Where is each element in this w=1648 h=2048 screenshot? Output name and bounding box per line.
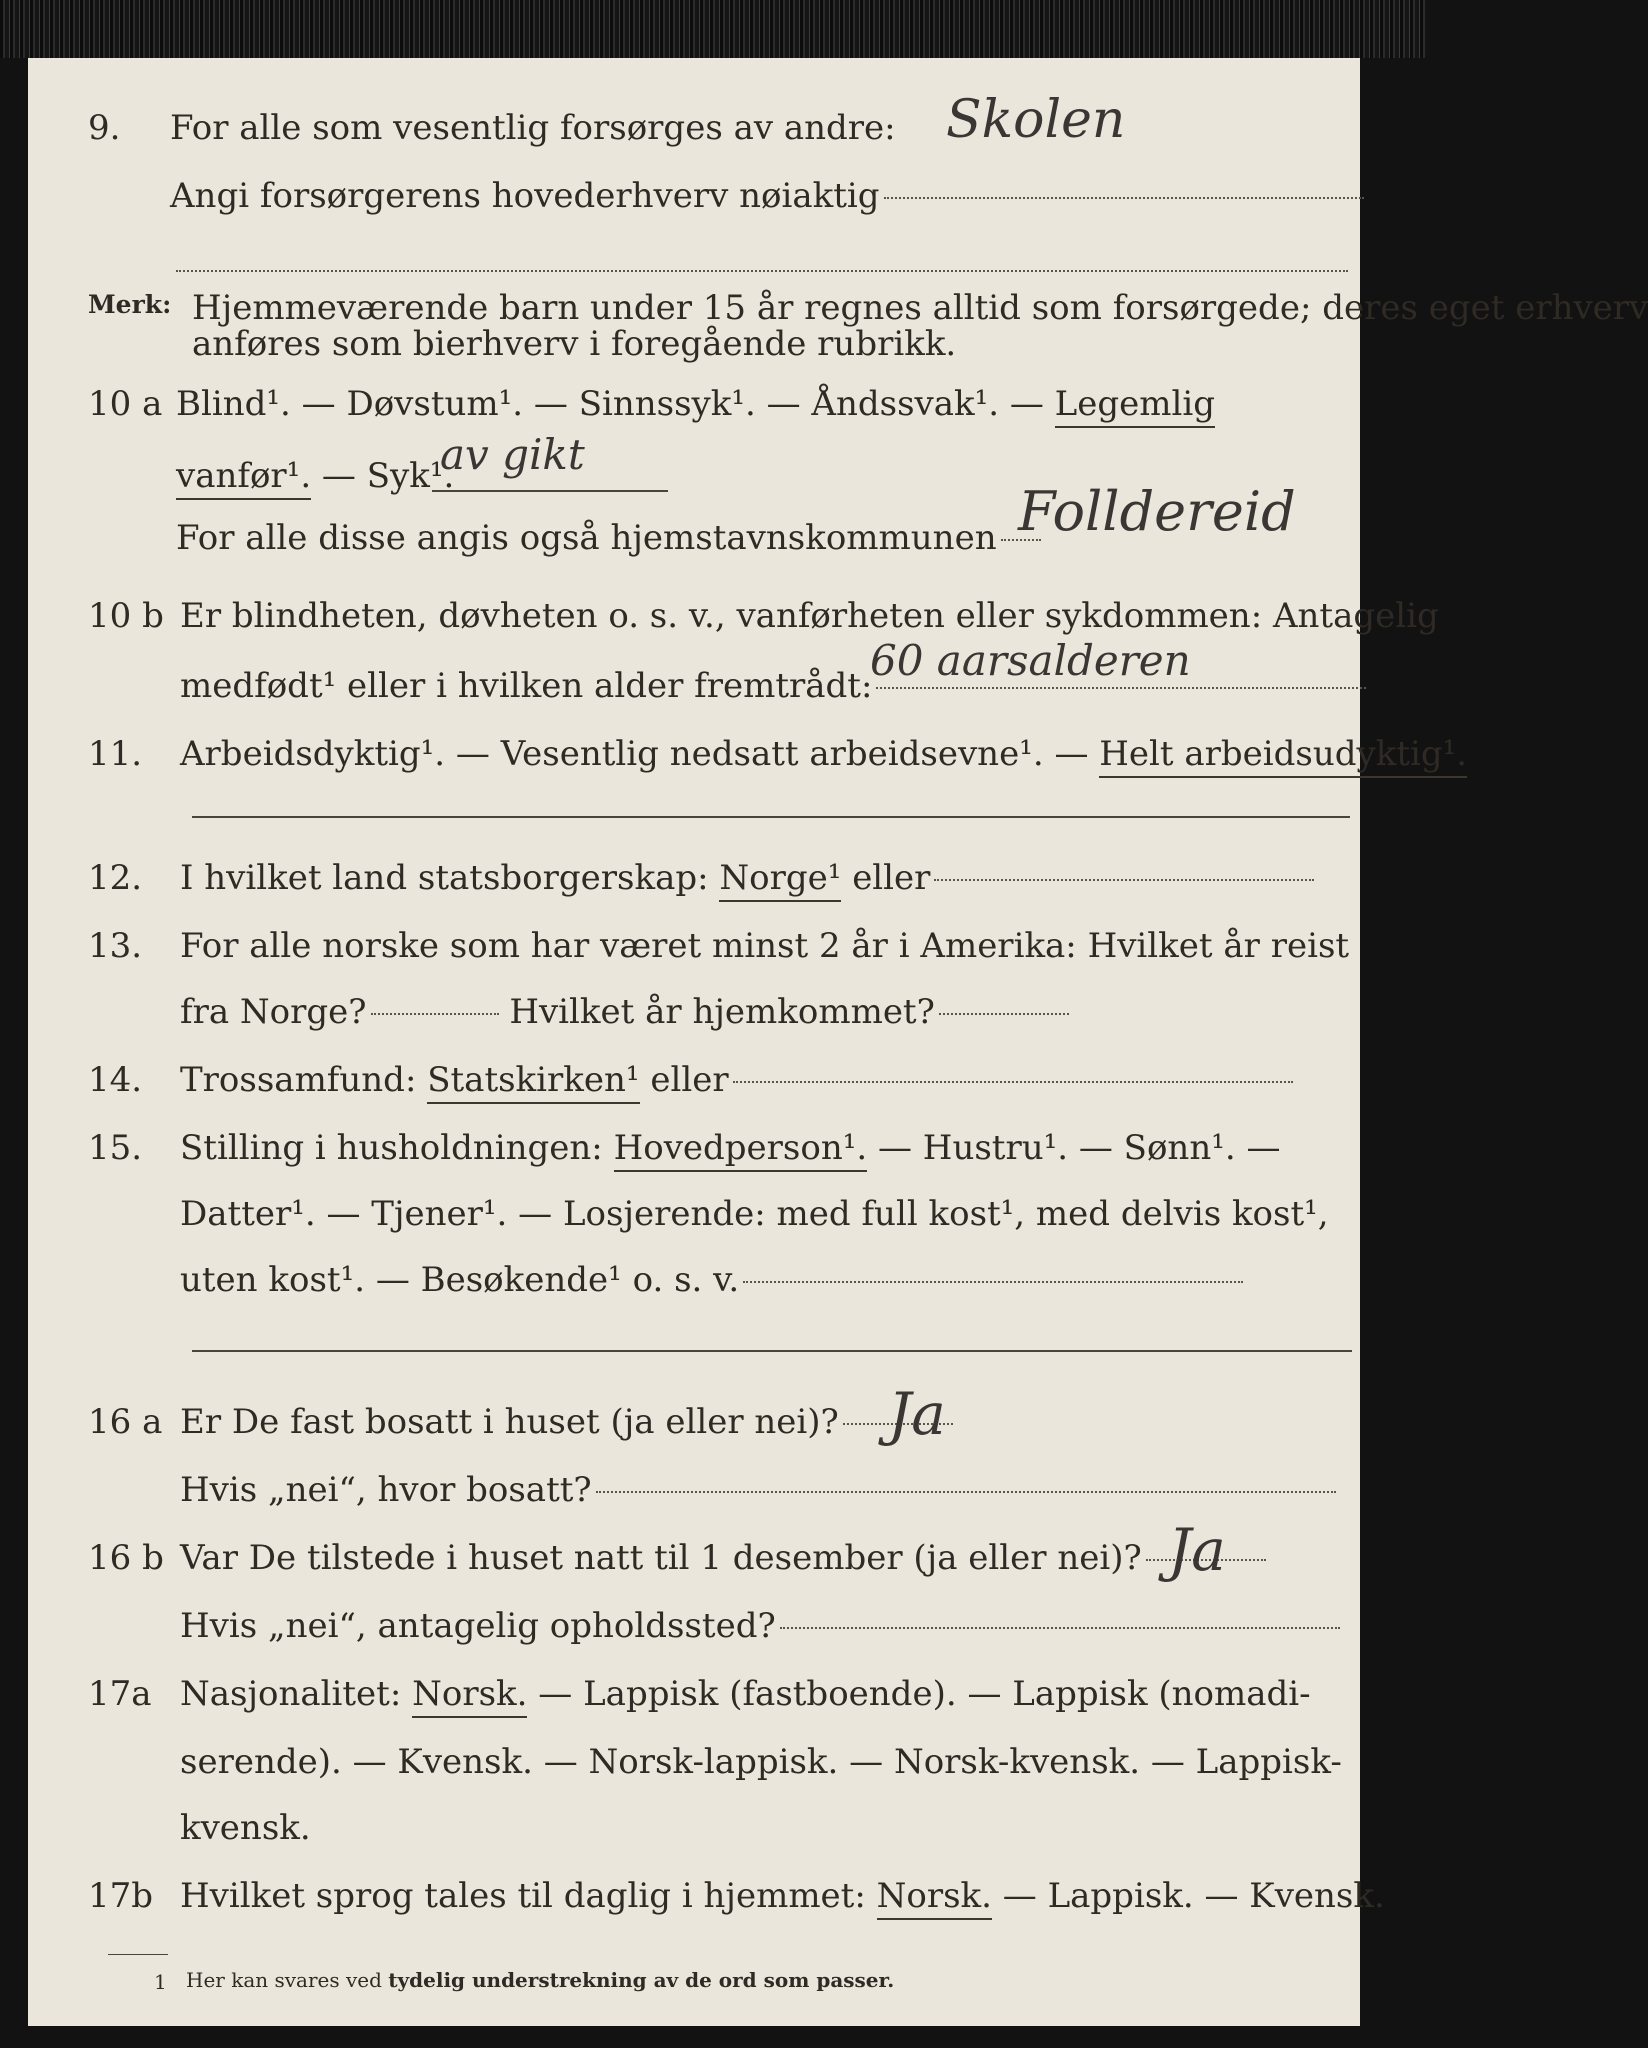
q10a-line1 <box>176 384 1215 424</box>
q16a-bosatt-field[interactable] <box>596 1491 1336 1493</box>
q16b-answer-handwritten: Ja <box>1168 1516 1226 1584</box>
q13-reist-field[interactable] <box>371 1013 499 1015</box>
q17b-text-c: — Lappisk. — Kvensk. <box>1002 1876 1385 1916</box>
q12-number: 12. <box>88 858 143 898</box>
q10b-answer-field[interactable] <box>876 687 1366 689</box>
q14-text <box>180 1060 1293 1100</box>
q12-norge: Norge¹ <box>719 858 841 902</box>
scan-top-edge <box>0 0 1426 58</box>
q16a-number: 16 a <box>88 1402 163 1442</box>
footnote-text <box>186 1968 894 1992</box>
q16a-line2-text: Hvis „nei“, hvor bosatt? <box>180 1470 592 1510</box>
q17b-text-a: Hvilket sprog tales til daglig i hjemmet: <box>180 1876 866 1916</box>
merk-label: Merk: <box>88 290 172 319</box>
q10a-line3 <box>176 518 1041 558</box>
q17a-line3: kvensk. <box>180 1808 311 1848</box>
q16b-line2-text: Hvis „nei“, antagelig opholdssted? <box>180 1606 776 1646</box>
census-form-page <box>28 58 1648 2026</box>
q11-separator <box>192 816 1350 818</box>
q11-text-a: Arbeidsdyktig¹. — Vesentlig nedsatt arbeidsevne¹. — <box>180 734 1089 774</box>
q10b-line1: Er blindheten, døvheten o. s. v., vanførheten eller sykdommen: Antagelig <box>180 596 1439 636</box>
q15-line1-c: — Hustru¹. — Sønn¹. — <box>878 1128 1281 1168</box>
q12-eller: eller <box>852 858 931 898</box>
q16b-line1-text: Var De tilstede i huset natt til 1 desember (ja eller nei)? <box>180 1538 1142 1578</box>
q15-hovedperson: Hovedperson¹. <box>614 1128 868 1172</box>
q15-line3-text: uten kost¹. — Besøkende¹ o. s. v. <box>180 1260 740 1300</box>
q9-line2-text: Angi forsørgerens hovederhverv nøiaktig <box>170 176 880 216</box>
q10a-number: 10 a <box>88 384 163 424</box>
q10a-syk: — Syk¹. <box>311 456 455 496</box>
q17a-line1-a: Nasjonalitet: <box>180 1674 402 1714</box>
q9-line1: For alle som vesentlig forsørges av andre: <box>170 108 896 148</box>
footnote-rule <box>108 1954 168 1955</box>
q11-number: 11. <box>88 734 143 774</box>
q16b-line2 <box>180 1606 1340 1646</box>
q14-statskirken: Statskirken¹ <box>427 1060 639 1104</box>
q10a-line3-text: For alle disse angis også hjemstavnskommunen <box>176 518 997 558</box>
q10a-vanfor: vanfør¹. <box>176 456 311 500</box>
q16a-answer-handwritten: Ja <box>888 1380 946 1448</box>
q13-line1: For alle norske som har været minst 2 år i Amerika: Hvilket år reist <box>180 926 1350 966</box>
q10a-syk-underline <box>432 490 668 492</box>
q15-answer-field[interactable] <box>743 1281 1243 1283</box>
q13-number: 13. <box>88 926 143 966</box>
q9-extra-field[interactable] <box>176 270 1348 272</box>
q15-line3 <box>180 1260 1243 1300</box>
footnote-text-a: Her kan svares ved <box>186 1968 382 1992</box>
q12-answer-field[interactable] <box>934 879 1314 881</box>
q16b-opholdssted-field[interactable] <box>780 1627 1340 1629</box>
q13-line2 <box>180 992 1069 1032</box>
q17b-norsk: Norsk. <box>877 1876 992 1920</box>
q15-line2: Datter¹. — Tjener¹. — Losjerende: med full kost¹, med delvis kost¹, <box>180 1194 1329 1234</box>
q17b-text <box>180 1876 1385 1916</box>
q10a-syk-answer-handwritten: av gikt <box>440 430 585 479</box>
q9-answer-field[interactable] <box>884 197 1364 199</box>
q14-eller: eller <box>650 1060 729 1100</box>
q10b-line2-text: medfødt¹ eller i hvilken alder fremtrådt: <box>180 666 873 706</box>
q11-text <box>180 734 1467 774</box>
q10b-number: 10 b <box>88 596 164 636</box>
q15-separator <box>192 1350 1352 1352</box>
q9-answer-handwritten: Skolen <box>946 90 1126 150</box>
q17a-norsk: Norsk. <box>412 1674 527 1718</box>
q10a-legemlig: Legemlig <box>1055 384 1215 428</box>
q16a-line1-text: Er De fast bosatt i huset (ja eller nei)? <box>180 1402 839 1442</box>
q16a-line1 <box>180 1402 953 1442</box>
q13-hjemkommet-label: Hvilket år hjemkommet? <box>509 992 935 1032</box>
q13-hjemkommet-field[interactable] <box>939 1013 1069 1015</box>
q17a-line2: serende). — Kvensk. — Norsk-lappisk. — Norsk-kvensk. — Lappisk- <box>180 1742 1342 1782</box>
q15-line1-a: Stilling i husholdningen: <box>180 1128 603 1168</box>
q17b-number: 17b <box>88 1876 154 1916</box>
q17a-line1 <box>180 1674 1311 1714</box>
merk-line2: anføres som bierhverv i foregående rubrikk. <box>192 324 957 364</box>
q10b-answer-handwritten: 60 aarsalderen <box>870 636 1191 685</box>
q10a-line1-text: Blind¹. — Døvstum¹. — Sinnssyk¹. — Åndssvak¹. — <box>176 384 1044 424</box>
q16b-line1 <box>180 1538 1266 1578</box>
q14-answer-field[interactable] <box>733 1081 1293 1083</box>
q16b-number: 16 b <box>88 1538 164 1578</box>
q12-text-a: I hvilket land statsborgerskap: <box>180 858 709 898</box>
footnote-mark: 1 <box>154 1970 167 1994</box>
q12-text <box>180 858 1314 898</box>
q15-number: 15. <box>88 1128 143 1168</box>
q10a-line2 <box>176 456 454 496</box>
q11-helt-arbeidsudyktig: Helt arbeidsudyktig¹. <box>1099 734 1467 778</box>
q14-number: 14. <box>88 1060 143 1100</box>
merk-line1: Hjemmeværende barn under 15 år regnes alltid som forsørgede; deres eget erhverv <box>192 288 1648 328</box>
footnote-text-b: tydelig understrekning av de ord som passer. <box>388 1968 895 1992</box>
q13-reist-label: fra Norge? <box>180 992 367 1032</box>
q9-number: 9. <box>88 108 121 148</box>
q16a-line2 <box>180 1470 1336 1510</box>
q14-text-a: Trossamfund: <box>180 1060 417 1100</box>
q15-line1 <box>180 1128 1280 1168</box>
q17a-number: 17a <box>88 1674 152 1714</box>
q10a-kommune-answer-handwritten: Folldereid <box>1018 480 1296 543</box>
q9-line2 <box>170 176 1364 216</box>
q17a-line1-c: — Lappisk (fastboende). — Lappisk (nomadi- <box>538 1674 1311 1714</box>
